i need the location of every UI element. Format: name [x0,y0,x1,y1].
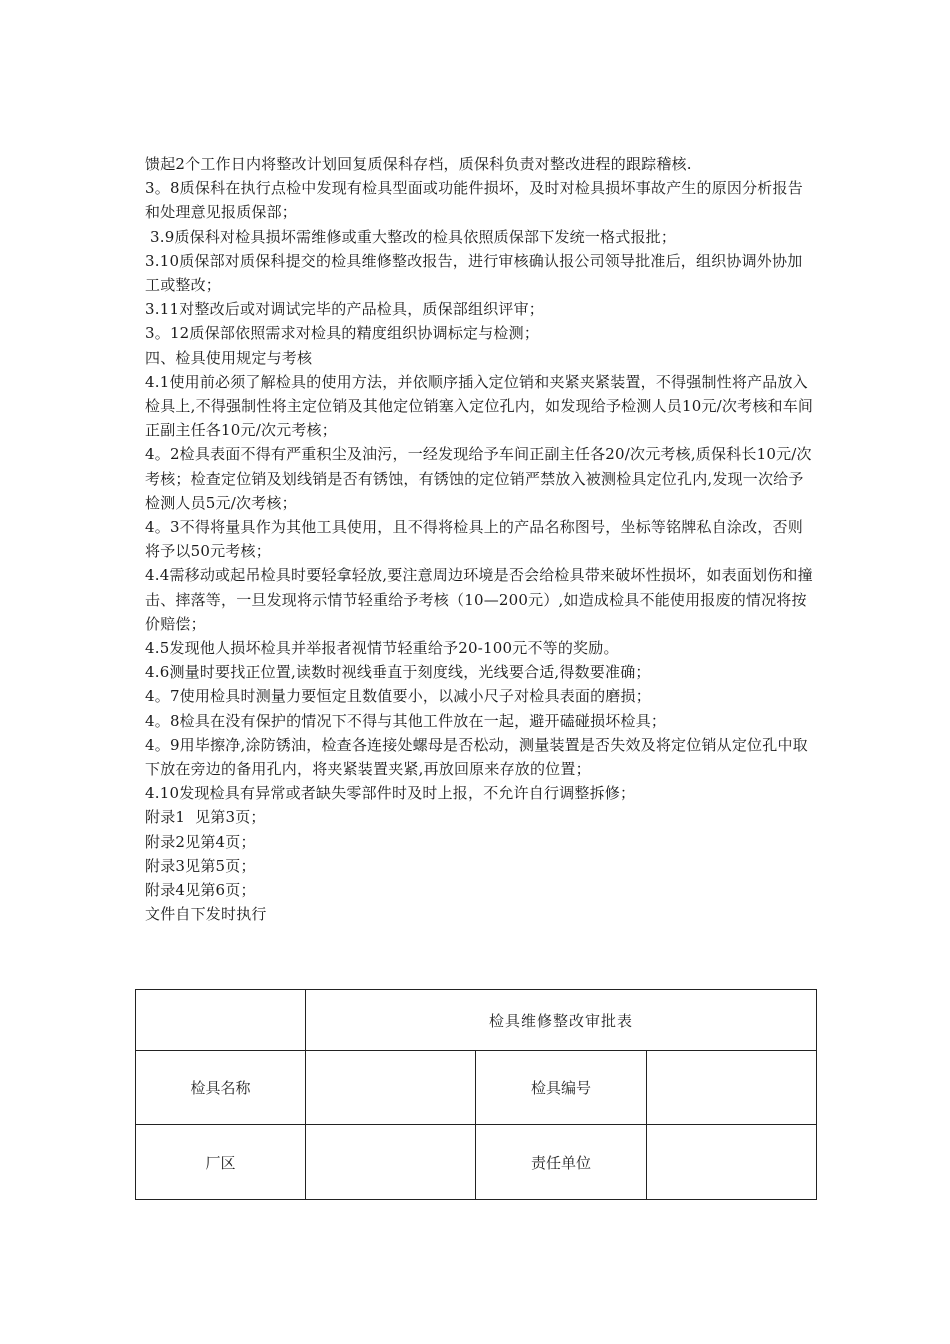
gauge-name-label: 检具名称 [136,1051,306,1125]
gauge-number-value[interactable] [647,1051,817,1125]
section-heading: 四、检具使用规定与考核 [145,348,313,367]
table-row [136,1051,817,1125]
appendix-line: 附录1 见第3页； [145,808,266,827]
paragraph: 4.6测量时要找正位置,读数时视线垂直于刻度线，光线要合适,得数要准确； [145,663,651,682]
paragraph: 3。8质保科在执行点检中发现有检具型面或功能件损坏，及时对检具损坏事故产生的原因分析报告和处理意见报质保部； [145,179,803,222]
paragraph: 3.10质保部对质保科提交的检具维修整改报告，进行审核确认报公司领导批准后，组织协调外协加工或整改； [145,251,803,295]
paragraph: 4.1使用前必须了解检具的使用方法，并依顺序插入定位销和夹紧夹紧装置，不得强制性将产品放入检具上,不得强制性将主定位销及其他定位销塞入定位孔内，如发现给予检测人员10元/次考核和车间正副主任各10元/次元考核； [145,372,814,440]
effective-note: 文件自下发时执行 [145,905,267,924]
appendix-line: 附录4见第6页； [145,881,256,900]
paragraph: 4.4需移动或起吊检具时要轻拿轻放,要注意周边环境是否会给检具带来破坏性损坏，如表面划伤和撞击、摔落等，一旦发现将示情节轻重给予考核（10—200元）,如造成检具不能使用报废的情况将按价赔偿； [145,566,813,633]
table-row [136,1125,817,1200]
appendix-line: 附录2见第4页； [145,832,256,851]
table-row [136,990,817,1051]
paragraph: 馈起2个工作日内将整改计划回复质保科存档，质保科负责对整改进程的跟踪稽核. [145,155,692,173]
paragraph: 3.11对整改后或对调试完毕的产品检具，质保部组织评审； [145,300,545,319]
paragraph: 4。8检具在没有保护的情况下不得与其他工件放在一起，避开磕碰损坏检具； [145,711,667,730]
gauge-number-label: 检具编号 [476,1051,647,1125]
paragraph: 4。2检具表面不得有严重积尘及油污，一经发现给予车间正副主任各20/次元考核,质保科长10元/次考核；检查定位销及划线销是否有锈蚀，有锈蚀的定位销严禁放入被测检具定位孔内,发现一次给予检测人员5元/次考核； [145,445,812,512]
gauge-name-value[interactable] [306,1051,476,1125]
paragraph: 3。12质保部依照需求对检具的精度组织协调标定与检测； [145,324,540,343]
plant-area-value[interactable] [306,1125,476,1200]
paragraph: 4.5发现他人损坏检具并举报者视情节轻重给予20-100元不等的奖励。 [145,639,619,658]
form-title: 检具维修整改审批表 [306,990,817,1051]
empty-cell [136,990,306,1051]
responsible-unit-value[interactable] [647,1125,817,1200]
paragraph: 3.9质保科对检具损坏需维修或重大整改的检具依照质保部下发统一格式报批； [150,227,677,246]
paragraph: 4。3不得将量具作为其他工具使用，且不得将检具上的产品名称图号，坐标等铭牌私自涂改，否则将予以50元考核； [145,518,803,561]
document-body [145,152,815,927]
approval-form-table [135,989,817,1200]
paragraph: 4。7使用检具时测量力要恒定且数值要小，以减小尺子对检具表面的磨损； [145,687,651,706]
paragraph: 4。9用毕擦净,涂防锈油，检查各连接处螺母是否松动，测量装置是否失效及将定位销从定位孔中取下放在旁边的备用孔内，将夹紧装置夹紧,再放回原来存放的位置； [145,735,808,779]
responsible-unit-label: 责任单位 [476,1125,647,1200]
paragraph: 4.10发现检具有异常或者缺失零部件时及时上报，不允许自行调整拆修； [145,784,636,803]
appendix-line: 附录3见第5页； [145,856,256,875]
plant-area-label: 厂区 [136,1125,306,1200]
